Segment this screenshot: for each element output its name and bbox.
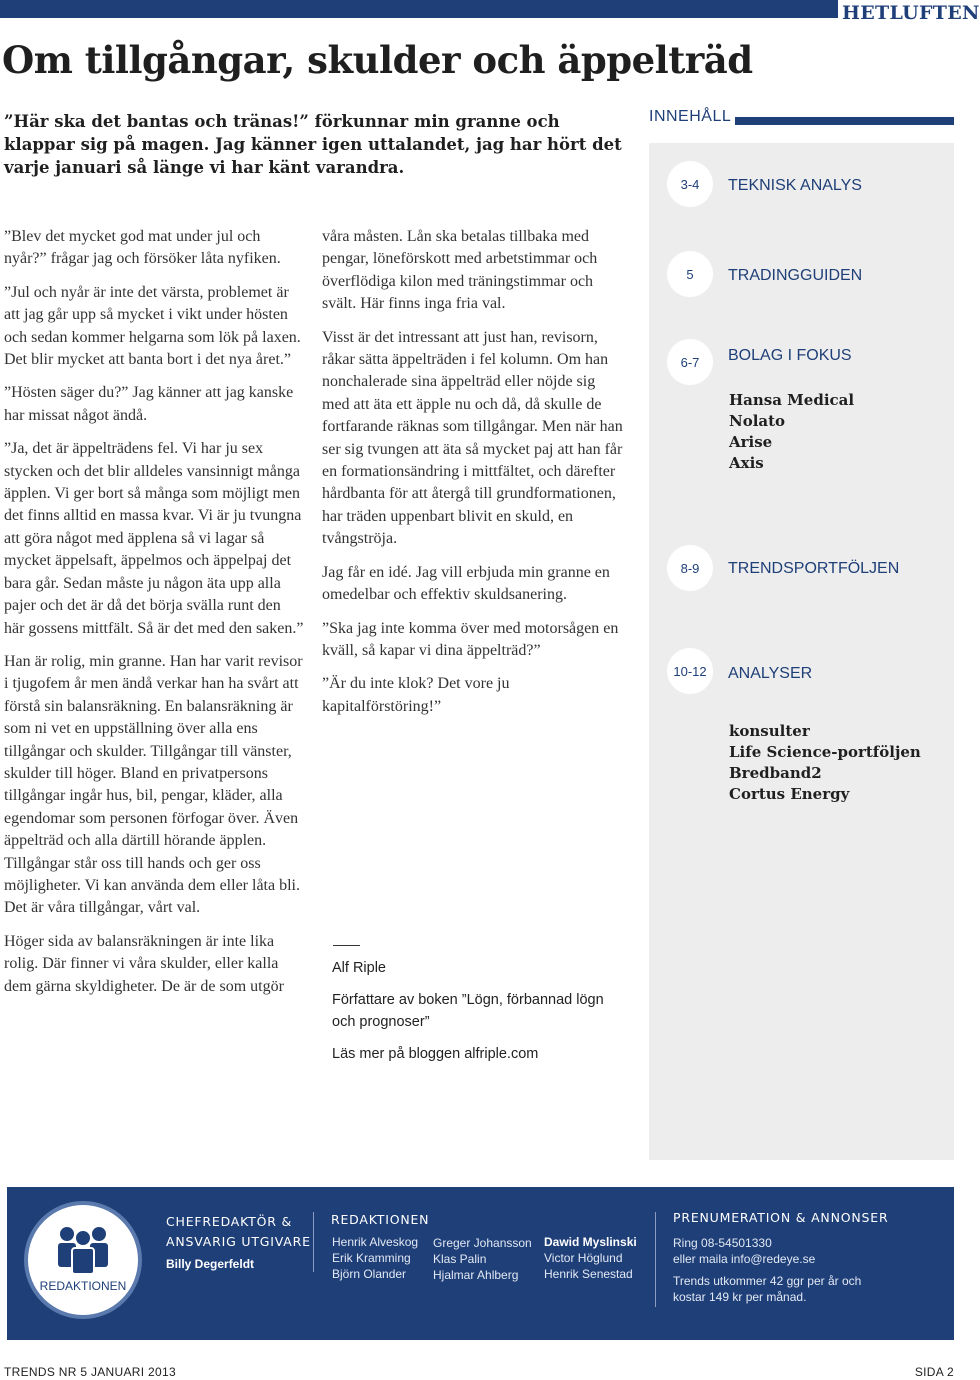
subscription-phone[interactable]: Ring 08-54501330 [673, 1236, 772, 1250]
article-column-1 [4, 226, 304, 1009]
staff-name: Björn Olander [332, 1267, 407, 1281]
toc-page-badge: 3-4 [667, 161, 713, 207]
article-lead: ”Här ska det bantas och tränas!” förkunnar min granne och klappar sig på magen. Jag känner igen uttalandet, jag har hört det varje januari så länge vi har känt varandra. [4, 112, 622, 177]
paragraph: Höger sida av balansräkningen är inte lika rolig. Där finner vi våra skulder, eller kalla dem gärna skyldigheter. De är de som utgör [4, 932, 284, 995]
editorial-heading: REDAKTIONEN [331, 1212, 430, 1227]
subscription-info-line2: kostar 149 kr per månad. [673, 1290, 807, 1304]
toc-sublist-bolag [729, 390, 854, 474]
staff-name: Erik Kramming [332, 1251, 411, 1265]
toc-subitem[interactable]: Cortus Energy [729, 785, 850, 803]
toc-sublist-analyser [729, 721, 921, 805]
toc-page-badge: 5 [667, 251, 713, 297]
staff-name: Victor Höglund [544, 1251, 623, 1265]
top-bar [0, 0, 838, 18]
paragraph: Visst är det intressant att just han, revisorn, råkar sätta äppelträden i fel kolumn. Om han nonchalerade sina äppelträd eller nöjde sig med att äta ett äpple nu och då, då skulle de fortfarande räknas som tillgångar. Men när han ser sig tvungen att äta så mycket paj att han får en formationsändring i mittfältet, och därefter hårdbanta för att återgå till grundformationen, har träden uppenbart blivit en skuld, en tvångströja. [322, 328, 623, 548]
toc-link-analyser[interactable]: ANALYSER [728, 665, 813, 682]
staff-column-2 [433, 1235, 532, 1283]
chief-heading-line1: CHEFREDAKTÖR & [166, 1214, 293, 1229]
subscription-info-line1: Trends utkommer 42 ggr per år och [673, 1274, 862, 1288]
issue-label: TRENDS NR 5 JANUARI 2013 [4, 1365, 176, 1379]
paragraph: ”Jul och nyår är inte det värsta, problemet är att jag går upp så mycket i vikt under hösten och sedan kommer helgarna som lök på laxen. Det blir mycket att banta bort i det nya året.” [4, 283, 301, 369]
paragraph: ”Ska jag inte komma över med motorsågen en kväll, så kapar vi dina äppelträd?” [322, 619, 619, 659]
paragraph: Han är rolig, min granne. Han har varit revisor i tjugofem år men ändå verkar han ha svårt att förstå sin balansräkning. En balansräkning är som ni vet en uppställning över alla ens tillgångar och skulder. Tillgångar till vänster, skulder till höger. Bland en privatpersons tillgångar ingår hus, bil, pengar, kläder, alla egendomar som personen förfogar över. Även äppelträd och alla därtill hörande äpplen. Tillgångar står oss till hands och ger oss möjligheter. Vi kan använda dem eller låta bli. Det är våra tillgångar, vårt val. [4, 652, 303, 917]
people-icon [51, 1222, 115, 1279]
toc-link-bolag-i-fokus[interactable]: BOLAG I FOKUS [728, 347, 852, 364]
paragraph: ”Hösten säger du?” Jag känner att jag kanske har missat något ändå. [4, 384, 294, 424]
staff-name: Klas Palin [433, 1252, 487, 1266]
toc-subitem[interactable]: konsulter [729, 722, 810, 740]
staff-column-3 [544, 1234, 637, 1282]
staff-name: Dawid Myslinski [544, 1235, 637, 1249]
toc-link-trendsportfoljen[interactable]: TRENDSPORTFÖLJEN [728, 560, 900, 577]
staff-name: Greger Johansson [433, 1236, 532, 1250]
paragraph: ”Blev det mycket god mat under jul och nyår?” frågar jag och försöker låta nyfiken. [4, 228, 281, 268]
subscription-heading: PRENUMERATION & ANNONSER [673, 1210, 889, 1225]
toc-page-badge: 8-9 [667, 545, 713, 591]
section-brand: HETLUFTEN [842, 2, 980, 24]
footer-divider [655, 1212, 656, 1307]
toc-subitem[interactable]: Axis [729, 454, 764, 472]
toc-heading: INNEHÅLL [649, 108, 732, 125]
toc-subitem[interactable]: Hansa Medical [729, 391, 855, 409]
chief-name: Billy Degerfeldt [166, 1257, 255, 1271]
paragraph: ”Är du inte klok? Det vore ju kapitalförstöring!” [322, 675, 510, 715]
toc-subitem[interactable]: Life Science-portföljen [729, 743, 921, 761]
author-blog-link[interactable]: Läs mer på bloggen alfriple.com [332, 1046, 539, 1062]
page-number: SIDA 2 [914, 1365, 954, 1379]
article-title: Om tillgångar, skulder och äppelträd [2, 38, 753, 82]
footer-divider [313, 1212, 314, 1272]
staff-name: Henrik Alveskog [332, 1235, 419, 1249]
signature-rule [333, 945, 360, 946]
paragraph: våra måsten. Lån ska betalas tillbaka med pengar, löneförskott med arbetstimmar och överflödiga kilon med träningstimmar och svält. Här finns inga fria val. [322, 228, 598, 313]
staff-column-1 [332, 1234, 418, 1282]
chief-heading-line2: ANSVARIG UTGIVARE [166, 1234, 311, 1249]
article-column-2 [322, 226, 626, 729]
toc-link-tradingguiden[interactable]: TRADINGGUIDEN [728, 267, 863, 284]
paragraph: Jag får en idé. Jag vill erbjuda min granne en omedelbar och effektiv skuldsanering. [322, 563, 610, 604]
author-description: Författare av boken ”Lögn, förbannad lögn och prognoser” [332, 992, 604, 1030]
staff-name: Hjalmar Ahlberg [433, 1268, 519, 1282]
toc-page-badge: 10-12 [667, 648, 713, 694]
toc-page-badge: 6-7 [667, 339, 713, 385]
subscription-email[interactable]: eller maila info@redeye.se [673, 1252, 816, 1266]
toc-link-teknisk-analys[interactable]: TEKNISK ANALYS [728, 177, 862, 194]
staff-name: Henrik Senestad [544, 1267, 633, 1281]
toc-subitem[interactable]: Bredband2 [729, 764, 822, 782]
author-name: Alf Riple [332, 960, 386, 976]
toc-heading-rule [735, 117, 954, 125]
toc-subitem[interactable]: Nolato [729, 412, 786, 430]
paragraph: ”Ja, det är äppelträdens fel. Vi har ju sex stycken och det blir alldeles vansinnigt många äpplen. Vi ger bort så många som möjligt men det finns alltid en massa kvar. Vi är ju tvungna att göra något med äpplena så vi lagar så mycket äppelsaft, äppelmos och äppelpaj det bara går. Sedan måste ju någon äta upp alla pajer och det är då det börja svälla runt den här gossens mittfält. Så är det med den saken.” [4, 440, 304, 637]
badge-label: REDAKTIONEN [39, 1279, 127, 1293]
toc-subitem[interactable]: Arise [729, 433, 773, 451]
